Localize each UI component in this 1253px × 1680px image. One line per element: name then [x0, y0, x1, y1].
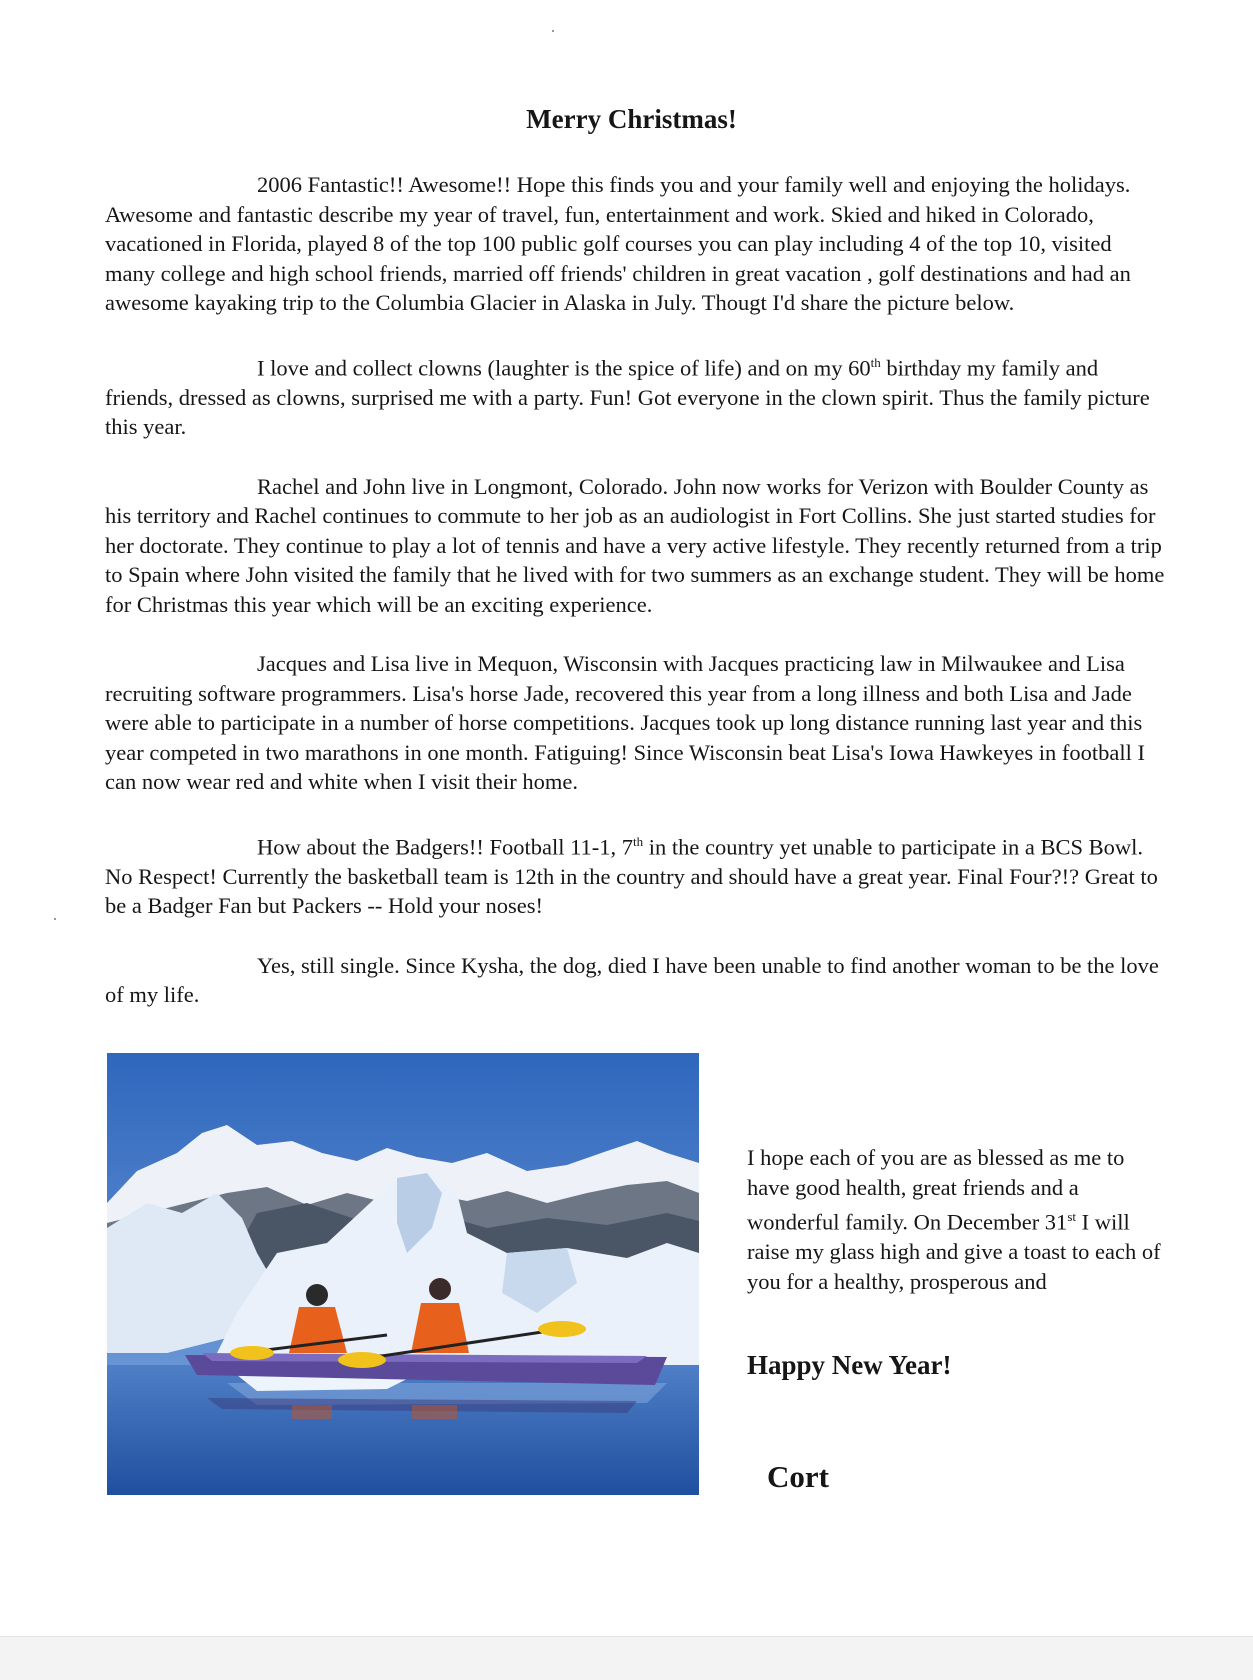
closing-text: I hope each of you are as blessed as me to have good health, great friends and a wonderful family. On December 31 [747, 1145, 1125, 1235]
paddle-blade-back-2 [538, 1321, 586, 1337]
kayaker-back-head [429, 1278, 451, 1300]
kayakers-glacier-photo [107, 1053, 699, 1495]
paragraph-text: birthday my family and friends, dressed as clowns, surprised me with a party. Fun! Got everyone in the clown spirit. Thus the family picture this year. [105, 355, 1150, 439]
paragraph-jacques-lisa [105, 649, 1167, 797]
kayaker-front-head [306, 1284, 328, 1306]
letter-body [105, 170, 1167, 1010]
paragraph-text: How about the Badgers!! Football 11-1, 7 [257, 834, 633, 859]
photo-illustration [107, 1053, 699, 1495]
paragraph-text: 2006 Fantastic!! Awesome!! Hope this finds you and your family well and enjoying the holidays. Awesome and fantastic describe my year of travel, fun, entertainment and work. Skied and hiked in Colorado, vacationed in Florida, played 8 of the top 100 public golf courses you can play including 4 of the top 10, visited many college and high school friends, married off friends' children in great vacation , golf destinations and had an awesome kayaking trip to the Columbia Glacier in Alaska in July. Thougt I'd share the picture below. [105, 172, 1131, 315]
jacket-reflection-2 [412, 1405, 457, 1419]
paragraph-text: Jacques and Lisa live in Mequon, Wisconsin with Jacques practicing law in Milwaukee and Lisa recruiting software programmers. Lisa's horse Jade, recovered this year from a long illness and both Lisa and Jade were able to participate in a number of horse competitions. Jacques took up long distance running last year and this year competed in two marathons in one month. Fatiguing! Since Wisconsin beat Lisa's Iowa Hawkeyes in football I can now wear red and white when I visit their home. [105, 651, 1145, 794]
closing-superscript: st [1067, 1209, 1076, 1224]
paragraph-text: Rachel and John live in Longmont, Colorado. John now works for Verizon with Boulder County as his territory and Rachel continues to commute to her job as an audiologist in Fort Collins. She just started studies for her doctorate. They continue to play a lot of tennis and have a very active lifestyle. They recently returned from a trip to Spain where John visited the family that he lived with for two summers as an exchange student. They will be home for Christmas this year which will be an exciting experience. [105, 473, 1165, 617]
closing-paragraph [747, 1143, 1167, 1296]
letter-title: Merry Christmas! [526, 104, 737, 134]
paragraph-text: Yes, still single. Since Kysha, the dog, died I have been unable to find another woman to be the love of my life. [105, 952, 1159, 1007]
scan-edge [0, 1636, 1253, 1680]
paragraph-superscript: th [632, 833, 644, 849]
paragraph-text: I love and collect clowns (laughter is the spice of life) and on my 60 [257, 355, 871, 380]
happy-new-year: Happy New Year! [747, 1350, 952, 1380]
paragraph-clowns [105, 348, 1167, 442]
jacket-reflection [292, 1405, 332, 1419]
paragraph-rachel-john [105, 472, 1167, 620]
paragraph-year-summary [105, 170, 1167, 318]
paddle-blade-back [338, 1352, 386, 1368]
scan-speck [54, 918, 56, 920]
paragraph-text: in the country yet unable to participate in a BCS Bowl. No Respect! Currently the basketball team is 12th in the country and should have a great year. Final Four?!? Great to be a Badger Fan but Packers -- Hold your noses! [105, 834, 1158, 918]
closing-text: I will raise my glass high and give a toast to each of you for a healthy, prosperous and [747, 1209, 1161, 1294]
paragraph-superscript: th [870, 354, 881, 370]
paddle-blade-front [230, 1346, 274, 1360]
paragraph-single [105, 951, 1167, 1010]
paragraph-badgers [105, 827, 1167, 921]
scan-speck [552, 30, 554, 32]
signature: Cort [767, 1459, 829, 1494]
closing-message [747, 1143, 1167, 1296]
